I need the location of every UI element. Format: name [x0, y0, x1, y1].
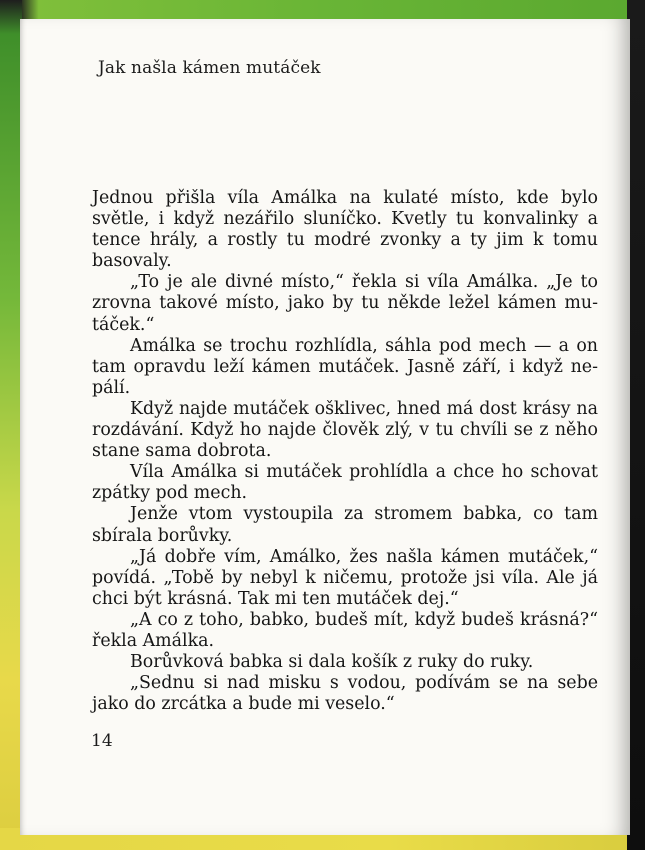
paragraph: Amálka se trochu rozhlídla, sáhla pod mech — a on tam opravdu leží kámen mutáček. Jasně září, i když nepálí. [92, 335, 598, 398]
paragraph: Jenže vtom vystoupila za stromem babka, co tam sbírala borůvky. [92, 504, 598, 546]
paragraph: „To je ale divné místo,“ řekla si víla Amálka. „Je to zrovna takové místo, jako by tu někde ležel kámen mutáček.“ [92, 272, 598, 335]
paragraph: Jednou přišla víla Amálka na kulaté místo, kde bylo světle, i když nezářilo sluníčko. Kvetly tu konvalinky a tence hrály, a rostly tu modré zvonky a ty jim k tomu basovaly. [92, 188, 598, 272]
book-cover-left-edge [0, 0, 22, 850]
book-page [20, 19, 630, 835]
running-title: Jak našla kámen mutáček [98, 58, 321, 78]
story-text [92, 188, 598, 715]
paragraph: „Sednu si nad misku s vodou, podívám se na sebe jako do zrcátka a bude mi veselo.“ [92, 673, 598, 715]
paragraph: Borůvková babka si dala košík z ruky do ruky. [130, 652, 534, 673]
paragraph: „Já dobře vím, Amálko, žes našla kámen mutáček,“ povídá. „Tobě by nebyl k ničemu, protože jsi víla. Ale já chci být krásná. Tak mi ten mutáček dej.“ [92, 546, 598, 609]
paragraph: Víla Amálka si mutáček prohlídla a chce ho schovat zpátky pod mech. [92, 462, 598, 504]
page-number: 14 [91, 731, 113, 751]
paragraph: Když najde mutáček ošklivec, hned má dost krásy na rozdávání. Když ho najde člověk zlý, v tu chvíli se z něho stane sama dobrota. [92, 398, 598, 462]
paragraph: „A co z toho, babko, budeš mít, když budeš krásná?“ řekla Amálka. [92, 609, 598, 651]
